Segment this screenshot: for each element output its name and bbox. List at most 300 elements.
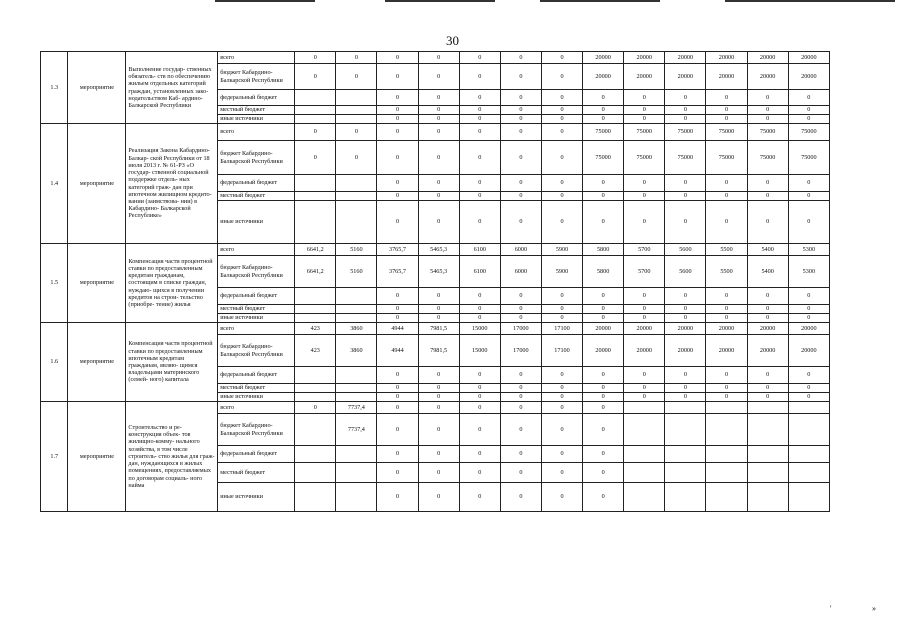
amount-cell: 0 — [624, 367, 665, 384]
amount-cell: 75000 — [583, 141, 624, 175]
amount-cell — [706, 446, 747, 463]
amount-cell — [336, 175, 377, 192]
amount-cell — [336, 288, 377, 305]
funding-source: бюджет Кабардино- Балкарской Республики — [218, 64, 295, 90]
amount-cell: 0 — [747, 393, 788, 402]
amount-cell — [624, 414, 665, 446]
amount-cell: 7981,5 — [418, 323, 459, 335]
amount-cell: 0 — [377, 414, 418, 446]
amount-cell: 423 — [295, 335, 336, 367]
amount-cell: 20000 — [747, 323, 788, 335]
amount-cell: 0 — [459, 305, 500, 314]
amount-cell — [788, 483, 829, 512]
amount-cell: 0 — [747, 192, 788, 201]
table-row — [41, 402, 830, 414]
amount-cell: 0 — [583, 106, 624, 115]
amount-cell: 0 — [665, 393, 706, 402]
amount-cell: 5300 — [788, 256, 829, 288]
amount-cell: 0 — [665, 175, 706, 192]
amount-cell: 0 — [665, 192, 706, 201]
funding-source: бюджет Кабардино- Балкарской Республики — [218, 141, 295, 175]
amount-cell: 0 — [541, 192, 582, 201]
top-rule-2 — [385, 0, 495, 2]
table-row — [41, 244, 830, 256]
amount-cell: 5800 — [583, 244, 624, 256]
amount-cell: 0 — [377, 483, 418, 512]
amount-cell: 0 — [459, 115, 500, 124]
amount-cell — [295, 201, 336, 244]
amount-cell: 20000 — [706, 323, 747, 335]
amount-cell: 3765,7 — [377, 244, 418, 256]
item-description: Компенсация части процентной ставки по предоставленным ипотечным кредитам гражданам, являю- щимся владельцами материнского (семей- ного) капитала — [126, 323, 218, 402]
amount-cell: 75000 — [747, 124, 788, 141]
amount-cell: 0 — [377, 141, 418, 175]
amount-cell: 0 — [377, 124, 418, 141]
amount-cell: 0 — [336, 124, 377, 141]
amount-cell: 0 — [747, 175, 788, 192]
amount-cell: 0 — [541, 201, 582, 244]
funding-source: федеральный бюджет — [218, 90, 295, 106]
amount-cell: 0 — [788, 288, 829, 305]
amount-cell: 4944 — [377, 335, 418, 367]
amount-cell: 0 — [377, 402, 418, 414]
amount-cell: 20000 — [665, 335, 706, 367]
amount-cell — [706, 483, 747, 512]
amount-cell — [295, 192, 336, 201]
funding-source: федеральный бюджет — [218, 175, 295, 192]
table-row — [41, 124, 830, 141]
amount-cell — [624, 402, 665, 414]
amount-cell — [295, 288, 336, 305]
amount-cell: 17100 — [541, 335, 582, 367]
funding-source: всего — [218, 52, 295, 64]
amount-cell: 0 — [418, 414, 459, 446]
amount-cell: 20000 — [706, 64, 747, 90]
amount-cell: 5465,3 — [418, 256, 459, 288]
amount-cell: 20000 — [706, 335, 747, 367]
amount-cell: 0 — [624, 384, 665, 393]
amount-cell: 0 — [747, 115, 788, 124]
amount-cell: 0 — [624, 175, 665, 192]
amount-cell: 0 — [665, 288, 706, 305]
amount-cell: 0 — [541, 384, 582, 393]
amount-cell: 75000 — [665, 124, 706, 141]
amount-cell: 0 — [541, 414, 582, 446]
amount-cell — [747, 446, 788, 463]
amount-cell: 0 — [500, 384, 541, 393]
item-kind: мероприятие — [68, 52, 126, 124]
amount-cell: 0 — [295, 64, 336, 90]
amount-cell: 0 — [706, 90, 747, 106]
amount-cell: 0 — [541, 305, 582, 314]
amount-cell: 0 — [500, 367, 541, 384]
amount-cell: 0 — [377, 192, 418, 201]
item-kind: мероприятие — [68, 124, 126, 244]
amount-cell: 0 — [418, 393, 459, 402]
amount-cell: 0 — [583, 288, 624, 305]
amount-cell: 5465,3 — [418, 244, 459, 256]
amount-cell: 0 — [459, 192, 500, 201]
amount-cell: 0 — [459, 367, 500, 384]
amount-cell — [336, 483, 377, 512]
table-row — [41, 52, 830, 64]
amount-cell: 20000 — [788, 323, 829, 335]
top-rule-3 — [540, 0, 660, 2]
amount-cell: 0 — [541, 175, 582, 192]
amount-cell: 0 — [459, 175, 500, 192]
amount-cell: 0 — [377, 90, 418, 106]
amount-cell: 0 — [500, 483, 541, 512]
amount-cell: 0 — [747, 314, 788, 323]
amount-cell: 0 — [295, 124, 336, 141]
amount-cell: 75000 — [706, 124, 747, 141]
amount-cell — [295, 414, 336, 446]
item-code: 1.4 — [41, 124, 68, 244]
amount-cell: 0 — [624, 305, 665, 314]
amount-cell: 20000 — [747, 335, 788, 367]
amount-cell: 5160 — [336, 244, 377, 256]
amount-cell: 0 — [706, 367, 747, 384]
amount-cell: 75000 — [747, 141, 788, 175]
amount-cell: 75000 — [788, 124, 829, 141]
amount-cell: 0 — [706, 288, 747, 305]
corner-mark-2: » — [872, 604, 876, 613]
item-code: 1.3 — [41, 52, 68, 124]
amount-cell: 0 — [459, 288, 500, 305]
amount-cell: 0 — [706, 384, 747, 393]
amount-cell: 0 — [500, 175, 541, 192]
amount-cell — [706, 402, 747, 414]
item-description: Строительство и ре- конструкция объек- тов жилищно-комму- нального хозяйства, в том числе строитель- ство жилья для граж- дан, нуждающихся в жилых помещениях, предоставляемых по договорам социаль- ного найма — [126, 402, 218, 512]
budget-table — [40, 51, 830, 512]
amount-cell: 20000 — [624, 64, 665, 90]
amount-cell: 0 — [418, 288, 459, 305]
amount-cell: 0 — [541, 288, 582, 305]
amount-cell: 17100 — [541, 323, 582, 335]
amount-cell: 20000 — [665, 52, 706, 64]
amount-cell: 0 — [459, 446, 500, 463]
amount-cell: 0 — [624, 192, 665, 201]
amount-cell: 0 — [583, 446, 624, 463]
amount-cell: 0 — [459, 314, 500, 323]
amount-cell: 0 — [665, 115, 706, 124]
amount-cell: 0 — [459, 90, 500, 106]
amount-cell — [336, 201, 377, 244]
amount-cell: 0 — [336, 52, 377, 64]
amount-cell: 17000 — [500, 335, 541, 367]
amount-cell: 0 — [295, 402, 336, 414]
amount-cell: 0 — [583, 402, 624, 414]
amount-cell: 5500 — [706, 244, 747, 256]
amount-cell: 0 — [295, 141, 336, 175]
amount-cell: 0 — [500, 288, 541, 305]
amount-cell: 7737,4 — [336, 414, 377, 446]
amount-cell — [747, 414, 788, 446]
amount-cell — [665, 402, 706, 414]
amount-cell: 0 — [747, 384, 788, 393]
amount-cell — [336, 106, 377, 115]
amount-cell: 5500 — [706, 256, 747, 288]
amount-cell: 0 — [418, 90, 459, 106]
amount-cell: 0 — [500, 414, 541, 446]
amount-cell: 0 — [500, 115, 541, 124]
amount-cell: 5900 — [541, 244, 582, 256]
amount-cell: 0 — [459, 384, 500, 393]
amount-cell: 0 — [665, 305, 706, 314]
amount-cell — [336, 463, 377, 483]
amount-cell: 0 — [418, 141, 459, 175]
amount-cell: 0 — [583, 175, 624, 192]
amount-cell: 20000 — [583, 323, 624, 335]
amount-cell: 6100 — [459, 244, 500, 256]
amount-cell — [295, 175, 336, 192]
amount-cell — [336, 305, 377, 314]
amount-cell — [665, 414, 706, 446]
amount-cell: 0 — [665, 367, 706, 384]
amount-cell: 0 — [788, 305, 829, 314]
amount-cell: 0 — [377, 106, 418, 115]
funding-source: бюджет Кабардино- Балкарской Республики — [218, 335, 295, 367]
amount-cell — [706, 463, 747, 483]
amount-cell: 0 — [377, 52, 418, 64]
funding-source: местный бюджет — [218, 305, 295, 314]
amount-cell: 6641,2 — [295, 256, 336, 288]
amount-cell: 0 — [418, 201, 459, 244]
item-code: 1.5 — [41, 244, 68, 323]
amount-cell: 5300 — [788, 244, 829, 256]
amount-cell: 5700 — [624, 256, 665, 288]
amount-cell: 0 — [747, 305, 788, 314]
amount-cell — [665, 463, 706, 483]
amount-cell: 0 — [624, 288, 665, 305]
funding-source: бюджет Кабардино- Балкарской Республики — [218, 256, 295, 288]
amount-cell: 0 — [541, 124, 582, 141]
amount-cell — [295, 305, 336, 314]
funding-source: иные источники — [218, 393, 295, 402]
amount-cell: 0 — [377, 175, 418, 192]
table-row — [41, 323, 830, 335]
amount-cell: 0 — [624, 106, 665, 115]
amount-cell: 3765,7 — [377, 256, 418, 288]
amount-cell: 0 — [541, 402, 582, 414]
funding-source: иные источники — [218, 201, 295, 244]
amount-cell: 0 — [500, 402, 541, 414]
amount-cell: 0 — [788, 367, 829, 384]
amount-cell — [706, 414, 747, 446]
item-kind: мероприятие — [68, 323, 126, 402]
amount-cell: 0 — [706, 106, 747, 115]
amount-cell: 0 — [583, 367, 624, 384]
amount-cell: 0 — [583, 201, 624, 244]
amount-cell — [788, 463, 829, 483]
amount-cell — [665, 446, 706, 463]
amount-cell: 20000 — [788, 335, 829, 367]
amount-cell: 0 — [500, 52, 541, 64]
amount-cell: 17000 — [500, 323, 541, 335]
amount-cell: 0 — [706, 115, 747, 124]
amount-cell: 5400 — [747, 244, 788, 256]
amount-cell: 0 — [583, 384, 624, 393]
amount-cell: 20000 — [706, 52, 747, 64]
amount-cell: 0 — [377, 201, 418, 244]
amount-cell: 0 — [541, 446, 582, 463]
amount-cell — [788, 446, 829, 463]
amount-cell: 75000 — [706, 141, 747, 175]
amount-cell: 0 — [541, 115, 582, 124]
amount-cell: 0 — [459, 402, 500, 414]
amount-cell: 0 — [500, 64, 541, 90]
amount-cell: 0 — [788, 201, 829, 244]
amount-cell: 6000 — [500, 244, 541, 256]
amount-cell: 0 — [500, 446, 541, 463]
amount-cell: 15000 — [459, 323, 500, 335]
amount-cell: 0 — [706, 201, 747, 244]
amount-cell: 0 — [541, 90, 582, 106]
funding-source: всего — [218, 402, 295, 414]
amount-cell: 0 — [541, 106, 582, 115]
amount-cell: 0 — [418, 384, 459, 393]
amount-cell: 0 — [418, 483, 459, 512]
amount-cell: 0 — [541, 463, 582, 483]
amount-cell: 0 — [665, 201, 706, 244]
amount-cell: 0 — [377, 446, 418, 463]
amount-cell: 0 — [418, 402, 459, 414]
funding-source: федеральный бюджет — [218, 367, 295, 384]
amount-cell: 0 — [377, 288, 418, 305]
amount-cell: 20000 — [665, 64, 706, 90]
amount-cell: 0 — [459, 393, 500, 402]
amount-cell — [336, 90, 377, 106]
item-description: Реализация Закона Кабардино-Балкар- ской Республики от 18 июля 2013 г. № 61-РЗ «О государ- ственной социальной поддержке отдель- ных категорий граж- дан при ипотечном жилищном кредито- вании (заимствова- нии) в Кабардино- Балкарской Республике» — [126, 124, 218, 244]
amount-cell: 0 — [418, 106, 459, 115]
funding-source: бюджет Кабардино- Балкарской Республики — [218, 414, 295, 446]
amount-cell: 0 — [377, 305, 418, 314]
amount-cell: 0 — [706, 192, 747, 201]
amount-cell — [295, 446, 336, 463]
amount-cell: 0 — [459, 64, 500, 90]
amount-cell: 0 — [377, 314, 418, 323]
funding-source: местный бюджет — [218, 192, 295, 201]
amount-cell — [295, 393, 336, 402]
amount-cell: 20000 — [788, 52, 829, 64]
amount-cell: 0 — [500, 124, 541, 141]
amount-cell: 0 — [541, 483, 582, 512]
amount-cell: 0 — [418, 446, 459, 463]
amount-cell: 75000 — [665, 141, 706, 175]
amount-cell: 75000 — [624, 141, 665, 175]
amount-cell: 7737,4 — [336, 402, 377, 414]
amount-cell: 0 — [624, 90, 665, 106]
amount-cell: 75000 — [624, 124, 665, 141]
amount-cell: 5800 — [583, 256, 624, 288]
amount-cell: 6100 — [459, 256, 500, 288]
amount-cell: 6641,2 — [295, 244, 336, 256]
amount-cell: 0 — [500, 305, 541, 314]
amount-cell: 75000 — [788, 141, 829, 175]
amount-cell: 0 — [418, 115, 459, 124]
amount-cell: 20000 — [747, 64, 788, 90]
amount-cell: 0 — [706, 314, 747, 323]
amount-cell: 5700 — [624, 244, 665, 256]
amount-cell: 20000 — [788, 64, 829, 90]
amount-cell — [336, 384, 377, 393]
amount-cell: 0 — [500, 463, 541, 483]
amount-cell: 0 — [336, 64, 377, 90]
amount-cell: 0 — [500, 106, 541, 115]
item-kind: мероприятие — [68, 402, 126, 512]
funding-source: местный бюджет — [218, 384, 295, 393]
funding-source: иные источники — [218, 483, 295, 512]
funding-source: федеральный бюджет — [218, 446, 295, 463]
amount-cell — [295, 314, 336, 323]
amount-cell: 7981,5 — [418, 335, 459, 367]
amount-cell: 0 — [418, 175, 459, 192]
amount-cell: 0 — [541, 314, 582, 323]
amount-cell: 0 — [665, 90, 706, 106]
amount-cell: 0 — [747, 106, 788, 115]
amount-cell: 0 — [747, 90, 788, 106]
amount-cell: 0 — [418, 64, 459, 90]
amount-cell: 0 — [583, 483, 624, 512]
page-number: 30 — [446, 33, 459, 48]
amount-cell: 0 — [624, 314, 665, 323]
amount-cell: 0 — [377, 463, 418, 483]
amount-cell: 0 — [788, 314, 829, 323]
amount-cell: 0 — [706, 393, 747, 402]
amount-cell: 0 — [459, 141, 500, 175]
amount-cell: 0 — [500, 192, 541, 201]
amount-cell: 0 — [336, 141, 377, 175]
amount-cell: 0 — [583, 414, 624, 446]
amount-cell: 20000 — [624, 323, 665, 335]
amount-cell: 0 — [500, 314, 541, 323]
amount-cell: 0 — [500, 393, 541, 402]
top-rule-1 — [215, 0, 315, 2]
amount-cell: 5600 — [665, 256, 706, 288]
funding-source: всего — [218, 244, 295, 256]
amount-cell: 0 — [459, 106, 500, 115]
amount-cell — [747, 483, 788, 512]
amount-cell: 0 — [459, 201, 500, 244]
amount-cell: 0 — [583, 90, 624, 106]
funding-source: иные источники — [218, 115, 295, 124]
amount-cell: 0 — [583, 463, 624, 483]
funding-source: всего — [218, 124, 295, 141]
amount-cell: 0 — [377, 393, 418, 402]
top-rule-4 — [725, 0, 895, 2]
amount-cell: 0 — [788, 393, 829, 402]
amount-cell: 0 — [418, 314, 459, 323]
amount-cell: 0 — [788, 90, 829, 106]
amount-cell: 20000 — [624, 52, 665, 64]
amount-cell: 0 — [377, 64, 418, 90]
amount-cell — [295, 90, 336, 106]
amount-cell: 0 — [665, 106, 706, 115]
amount-cell — [295, 106, 336, 115]
amount-cell: 20000 — [583, 335, 624, 367]
amount-cell — [665, 483, 706, 512]
amount-cell: 3860 — [336, 335, 377, 367]
funding-source: всего — [218, 323, 295, 335]
funding-source: местный бюджет — [218, 463, 295, 483]
amount-cell: 0 — [665, 314, 706, 323]
amount-cell — [624, 463, 665, 483]
amount-cell: 0 — [706, 305, 747, 314]
amount-cell — [295, 115, 336, 124]
amount-cell: 0 — [418, 124, 459, 141]
item-description: Выполнение государ- ственных обязатель- ств по обеспечению жильем отдельных категорий граждан, установленных зако- нодательством Каб- ардино-Балкарской Республики — [126, 52, 218, 124]
amount-cell: 0 — [624, 201, 665, 244]
